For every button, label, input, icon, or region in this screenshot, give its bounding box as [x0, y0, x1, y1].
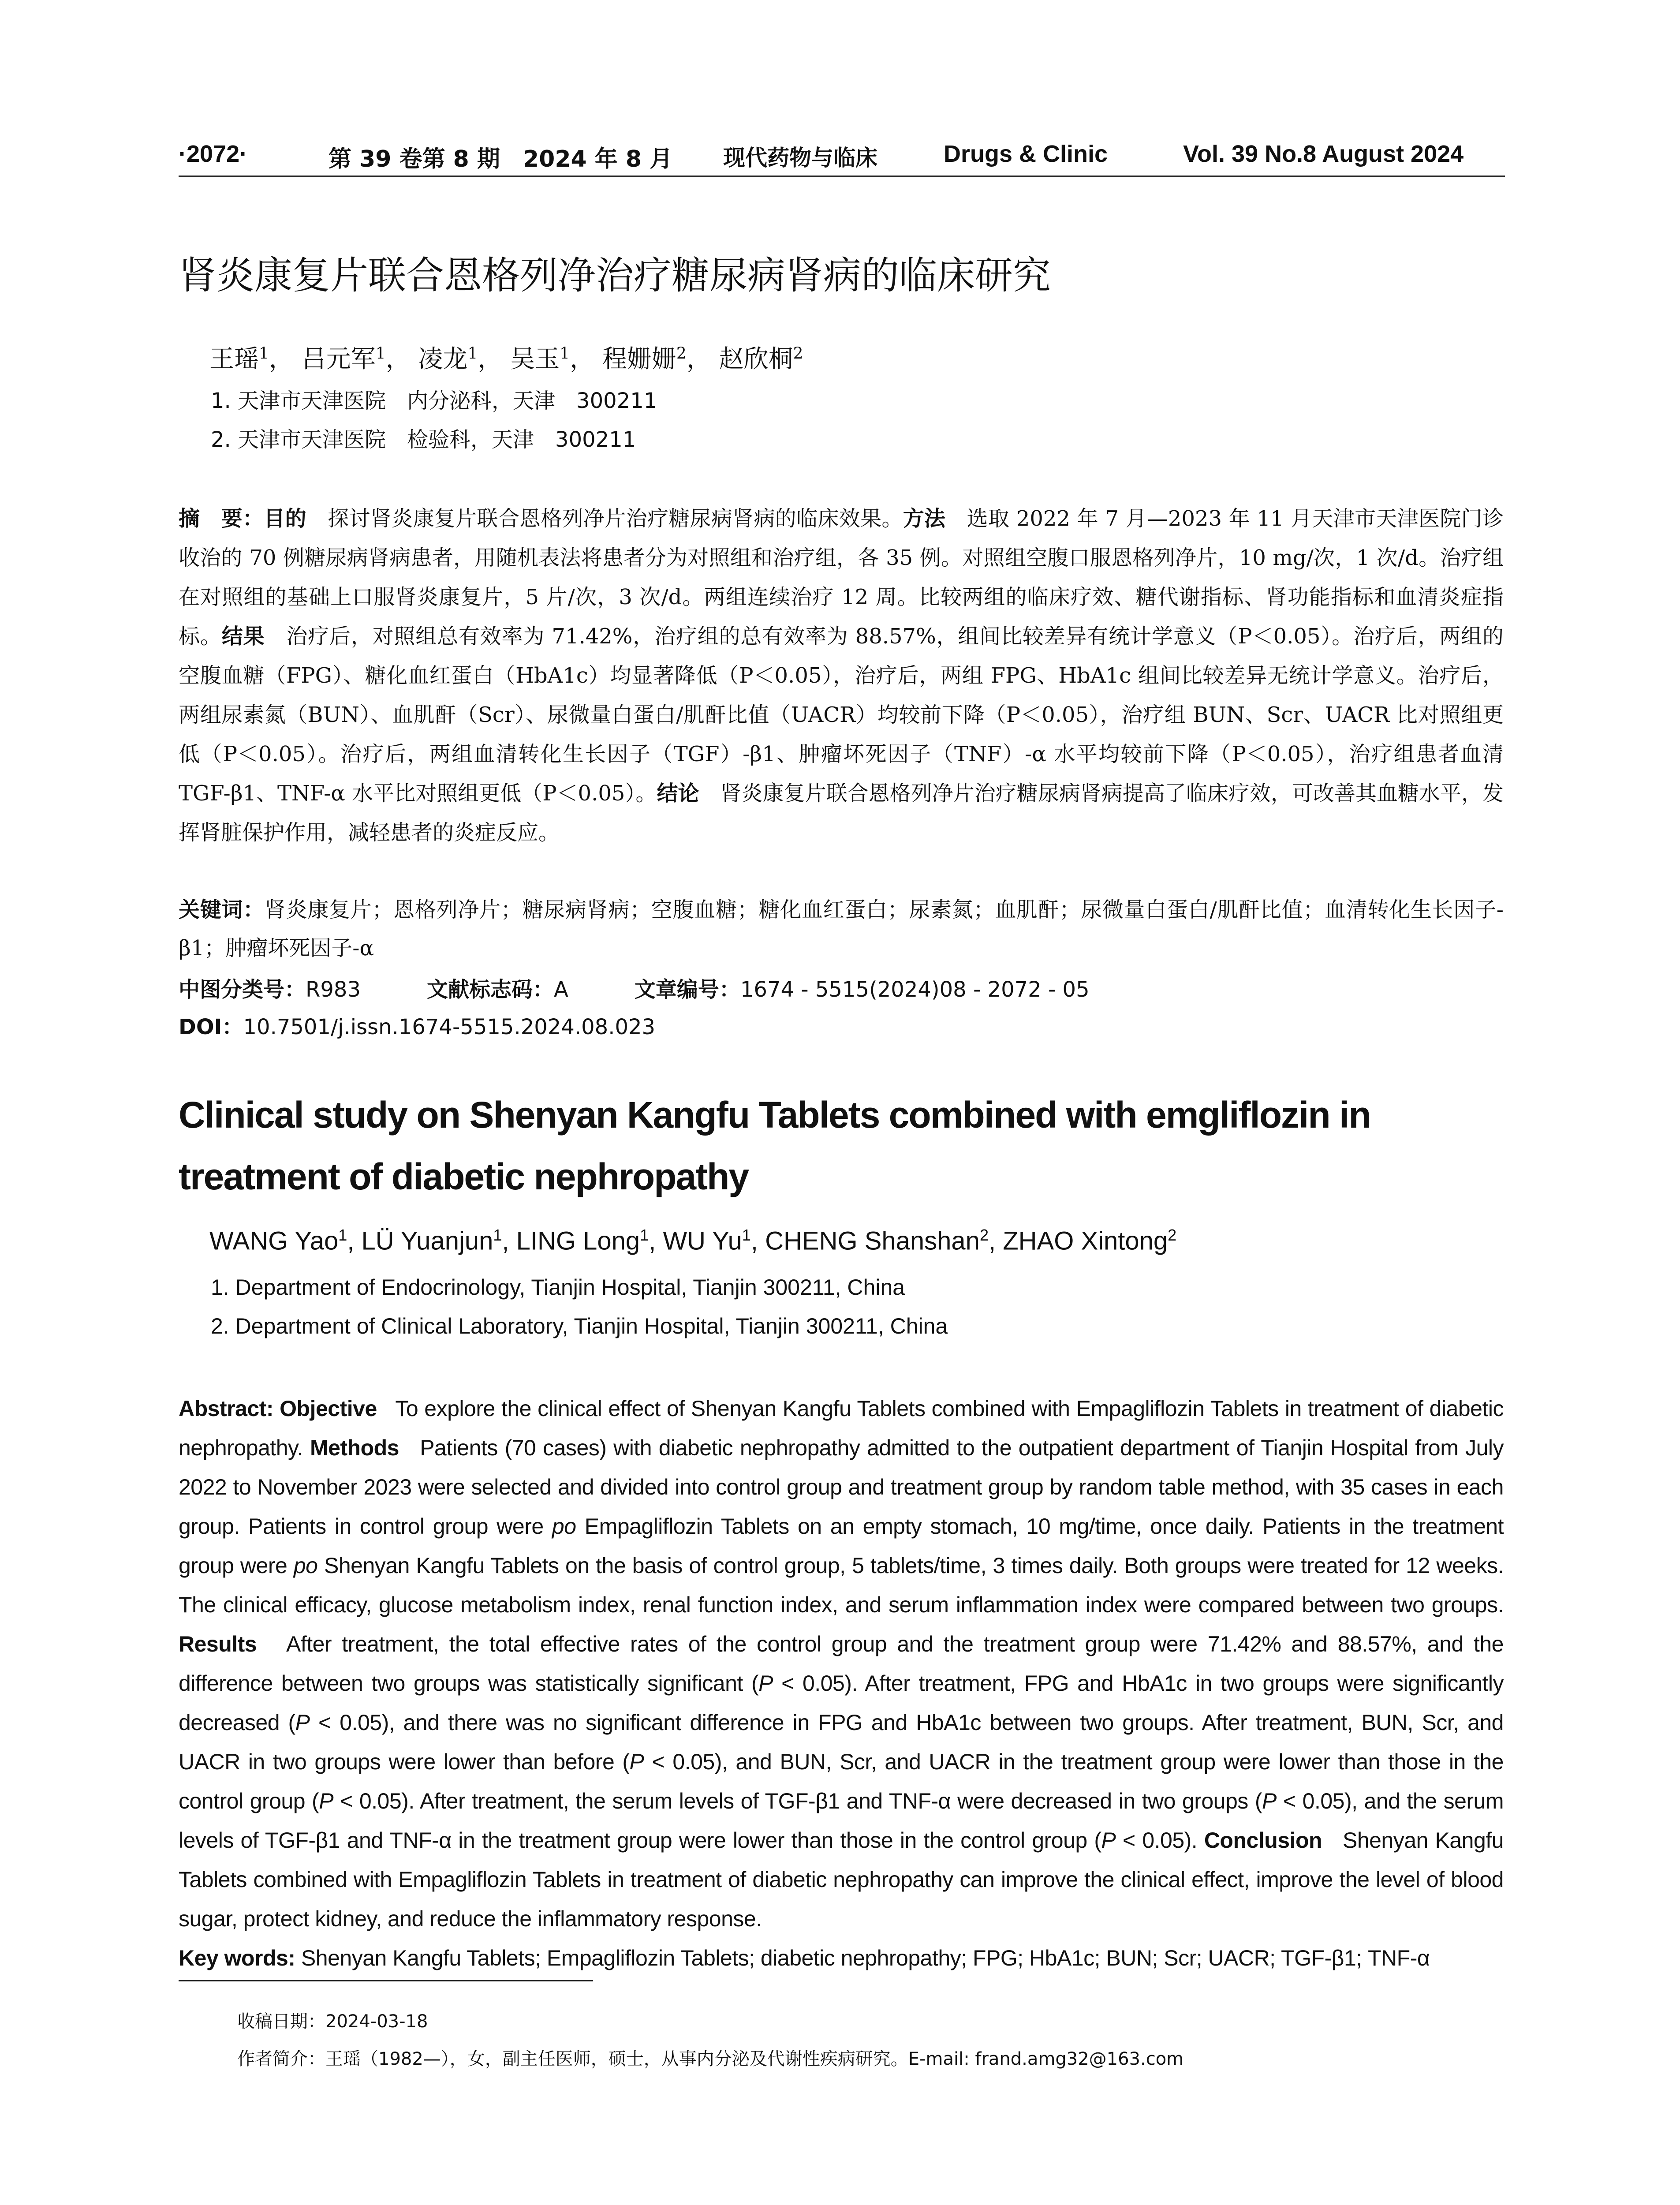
author-affiliation-mark: 2	[979, 1226, 989, 1244]
objective-text-cn: 探讨肾炎康复片联合恩格列净片治疗糖尿病肾病的临床效果。	[328, 506, 903, 531]
doi-label: DOI：	[179, 1015, 243, 1039]
author-affiliation-mark: 1	[467, 344, 478, 363]
author-list-cn: 王瑶$^1$， 吕元军$^1$， 凌龙$^1$， 吴玉$^1$， 程姗姗$^2$， 赵欣桐$^2$	[209, 344, 803, 374]
doc-code-value: A	[554, 977, 568, 1002]
author-name: 王瑶	[209, 345, 259, 374]
keywords-label-cn: 关键词：	[179, 897, 265, 922]
received-date: 收稿日期：2024-03-18	[237, 2011, 428, 2032]
footnote-rule	[179, 1980, 593, 1981]
conclusion-label-en: Conclusion	[1204, 1828, 1322, 1853]
results-text-cn: 治疗后，对照组总有效率为 71.42%，治疗组的总有效率为 88.57%，组间比较差异有统计学意义（P＜0.05）。治疗后，两组的空腹血糖（FPG）、糖化血红蛋白（HbA1c）均显著降低（P＜0.05），治疗后，两组 FPG、HbA1c 组间比较差异无统计学意义。治疗后，两组尿素氮（BUN）、血肌酐（Scr）、尿微量白蛋白/肌酐比值（UACR）均较前下降（P＜0.05），治疗组 BUN、Scr、UACR 比对照组更低（P＜0.05）。治疗后，两组血清转化生长因子（TGF）-β1、肿瘤坏死因子（TNF）-α 水平均较前下降（P＜0.05），治疗组患者血清 TGF-β1、TNF-α 水平比对照组更低（P＜0.05）。	[179, 624, 1504, 806]
conclusion-label-cn: 结论	[657, 781, 699, 806]
p-value-symbol: P	[1101, 1828, 1116, 1853]
page-number: ·2072·	[179, 141, 248, 167]
author-name: 吴玉	[510, 345, 560, 374]
results-text-en: < 0.05).	[1116, 1828, 1198, 1853]
results-text-en: < 0.05), and BUN, Scr, and UACR in the treatment group were lower than those in the control group (	[179, 1749, 1504, 1813]
author-bio: 作者简介：王瑶（1982—），女，副主任医师，硕士，从事内分泌及代谢性疾病研究。E-mail: frand.amg32@163.com	[237, 2049, 1184, 2069]
methods-text-en: Patients (70 cases) with diabetic nephropathy admitted to the outpatient department of Tianjin Hospital from July 2022 to November 2023 were selected and divided into control group and treatment group by random table method, with 35 cases in each group. Patients in control group were	[179, 1435, 1504, 1539]
doi-line	[179, 1010, 655, 1040]
author-affiliation-mark: 1	[560, 344, 570, 363]
results-text-en: < 0.05). After treatment, the serum levels of TGF-β1 and TNF-α were decreased in two groups (	[333, 1789, 1262, 1813]
author-affiliation-mark: 1	[375, 344, 386, 363]
author-affiliation-mark: 1	[742, 1226, 751, 1244]
affiliation-cn-1: 1. 天津市天津医院 内分泌科，天津 300211	[211, 389, 657, 413]
abstract-en	[179, 1389, 1504, 1978]
author-name: 程姗姗	[602, 345, 676, 374]
issue-en: Vol. 39 No.8 August 2024	[1183, 141, 1464, 167]
po-abbrev: po	[552, 1514, 576, 1539]
p-value-symbol: P	[758, 1671, 773, 1696]
affiliation-en-1: 1. Department of Endocrinology, Tianjin Hospital, Tianjin 300211, China	[211, 1275, 905, 1300]
running-header	[179, 140, 1506, 176]
author-name: CHENG Shanshan	[765, 1226, 980, 1256]
article-no-label: 文章编号：	[634, 977, 740, 1002]
p-value-symbol: P	[1262, 1789, 1277, 1813]
author-name: LING Long	[516, 1226, 640, 1256]
author-affiliation-mark: 1	[493, 1226, 502, 1244]
affiliation-cn-2: 2. 天津市天津医院 检验科，天津 300211	[211, 427, 636, 452]
author-affiliation-mark: 1	[259, 344, 269, 363]
author-name: 凌龙	[418, 345, 468, 374]
clc-value: R983	[306, 977, 361, 1002]
author-affiliation-mark: 2	[1168, 1226, 1177, 1244]
keywords-text-cn: 肾炎康复片；恩格列净片；糖尿病肾病；空腹血糖；糖化血红蛋白；尿素氮；血肌酐；尿微量白蛋白/肌酐比值；血清转化生长因子-β1；肿瘤坏死因子-α	[179, 897, 1504, 960]
author-name: WU Yu	[663, 1226, 742, 1256]
results-text-en: < 0.05). After treatment, FPG and HbA1c in two groups were significantly decreased (	[179, 1671, 1504, 1735]
methods-label-en: Methods	[310, 1435, 399, 1460]
results-text-en: < 0.05), and there was no significant difference in FPG and HbA1c between two groups. After treatment, BUN, Scr, and UACR in two groups were lower than before (	[179, 1710, 1504, 1774]
article-title-en: Clinical study on Shenyan Kangfu Tablets combined with emgliflozin in treatment of diabetic nephropathy	[179, 1094, 1370, 1197]
author-affiliation-mark: 1	[338, 1226, 347, 1244]
abstract-label-en: Abstract:	[179, 1396, 273, 1421]
affiliation-en-2: 2. Department of Clinical Laboratory, Tianjin Hospital, Tianjin 300211, China	[211, 1314, 948, 1338]
author-name: LÜ Yuanjun	[361, 1226, 493, 1256]
abstract-cn	[179, 499, 1504, 852]
author-name: WANG Yao	[209, 1226, 339, 1256]
results-label-cn: 结果	[221, 624, 265, 649]
clc-label: 中图分类号：	[179, 977, 306, 1002]
author-list-en: WANG Yao$^1$, LÜ Yuanjun$^1$, LING Long$^1$, WU Yu$^1$, CHENG Shanshan$^2$, ZHAO Xintong$^2$	[209, 1226, 1177, 1256]
p-value-symbol: P	[629, 1749, 644, 1774]
objective-label-en: Objective	[280, 1396, 377, 1421]
methods-label-cn: 方法	[903, 506, 946, 531]
keywords-label-en: Key words:	[179, 1946, 295, 1970]
objective-label-cn: 目的	[264, 506, 306, 531]
article-title-cn: 肾炎康复片联合恩格列净治疗糖尿病肾病的临床研究	[179, 254, 1051, 298]
journal-name-cn: 现代药物与临床	[723, 145, 877, 171]
author-affiliation-mark: 1	[640, 1226, 649, 1244]
author-name: ZHAO Xintong	[1003, 1226, 1168, 1256]
objective-text-en: To explore the clinical effect of Shenyan Kangfu Tablets combined with Empagliflozin Tablets in treatment of diabetic nephropathy.	[179, 1396, 1504, 1460]
results-label-en: Results	[179, 1632, 257, 1656]
conclusion-text-cn: 肾炎康复片联合恩格列净片治疗糖尿病肾病提高了临床疗效，可改善其血糖水平，发挥肾脏保护作用，减轻患者的炎症反应。	[179, 781, 1504, 845]
methods-text-cn: 选取 2022 年 7 月—2023 年 11 月天津市天津医院门诊收治的 70 例糖尿病肾病患者，用随机表法将患者分为对照组和治疗组，各 35 例。对照组空腹口服恩格列净片，10 mg/次，1 次/d。治疗组在对照组的基础上口服肾炎康复片，5 片/次，3 次/d。两组连续治疗 12 周。比较两组的临床疗效、糖代谢指标、肾功能指标和血清炎症指标。	[179, 506, 1504, 649]
results-text-en: After treatment, the total effective rates of the control group and the treatment group were 71.42% and 88.57%, and the difference between two groups was statistically significant (	[179, 1632, 1504, 1696]
header-rule	[179, 176, 1505, 177]
p-value-symbol: P	[295, 1710, 310, 1735]
author-name: 吕元军	[301, 345, 376, 374]
author-affiliation-mark: 2	[793, 344, 803, 363]
article-no-value: 1674 - 5515(2024)08 - 2072 - 05	[740, 977, 1090, 1002]
keywords-text-en: Shenyan Kangfu Tablets; Empagliflozin Tablets; diabetic nephropathy; FPG; HbA1c; BUN; Scr; UACR; TGF-β1; TNF-α	[301, 1946, 1430, 1970]
author-affiliation-mark: 2	[676, 344, 687, 363]
keywords-cn	[179, 891, 1504, 968]
issue-cn: 第 39 卷第 8 期 2024 年 8 月	[329, 146, 673, 172]
author-name: 赵欣桐	[719, 345, 793, 374]
conclusion-text-en: Shenyan Kangfu Tablets combined with Empagliflozin Tablets in treatment of diabetic nephropathy can improve the clinical effect, improve the level of blood sugar, protect kidney, and reduce the inflammatory response.	[179, 1828, 1504, 1931]
classification-line	[179, 972, 1090, 1003]
methods-text-en: Shenyan Kangfu Tablets on the basis of control group, 5 tablets/time, 3 times daily. Both groups were treated for 12 weeks. The clinical efficacy, glucose metabolism index, renal function index, and serum inflammation index were compared between two groups.	[179, 1553, 1504, 1617]
doi-value: 10.7501/j.issn.1674-5515.2024.08.023	[243, 1015, 656, 1039]
p-value-symbol: P	[319, 1789, 334, 1813]
journal-name-en: Drugs & Clinic	[944, 141, 1108, 167]
results-text-en: < 0.05), and the serum levels of TGF-β1 and TNF-α in the treatment group were lower than those in the control group (	[179, 1789, 1504, 1853]
po-abbrev: po	[293, 1553, 318, 1578]
abstract-label-cn: 摘 要：	[179, 506, 264, 531]
doc-code-label: 文献标志码：	[426, 977, 554, 1002]
methods-text-en: Empagliflozin Tablets on an empty stomach, 10 mg/time, once daily. Patients in the treatment group were	[179, 1514, 1504, 1578]
